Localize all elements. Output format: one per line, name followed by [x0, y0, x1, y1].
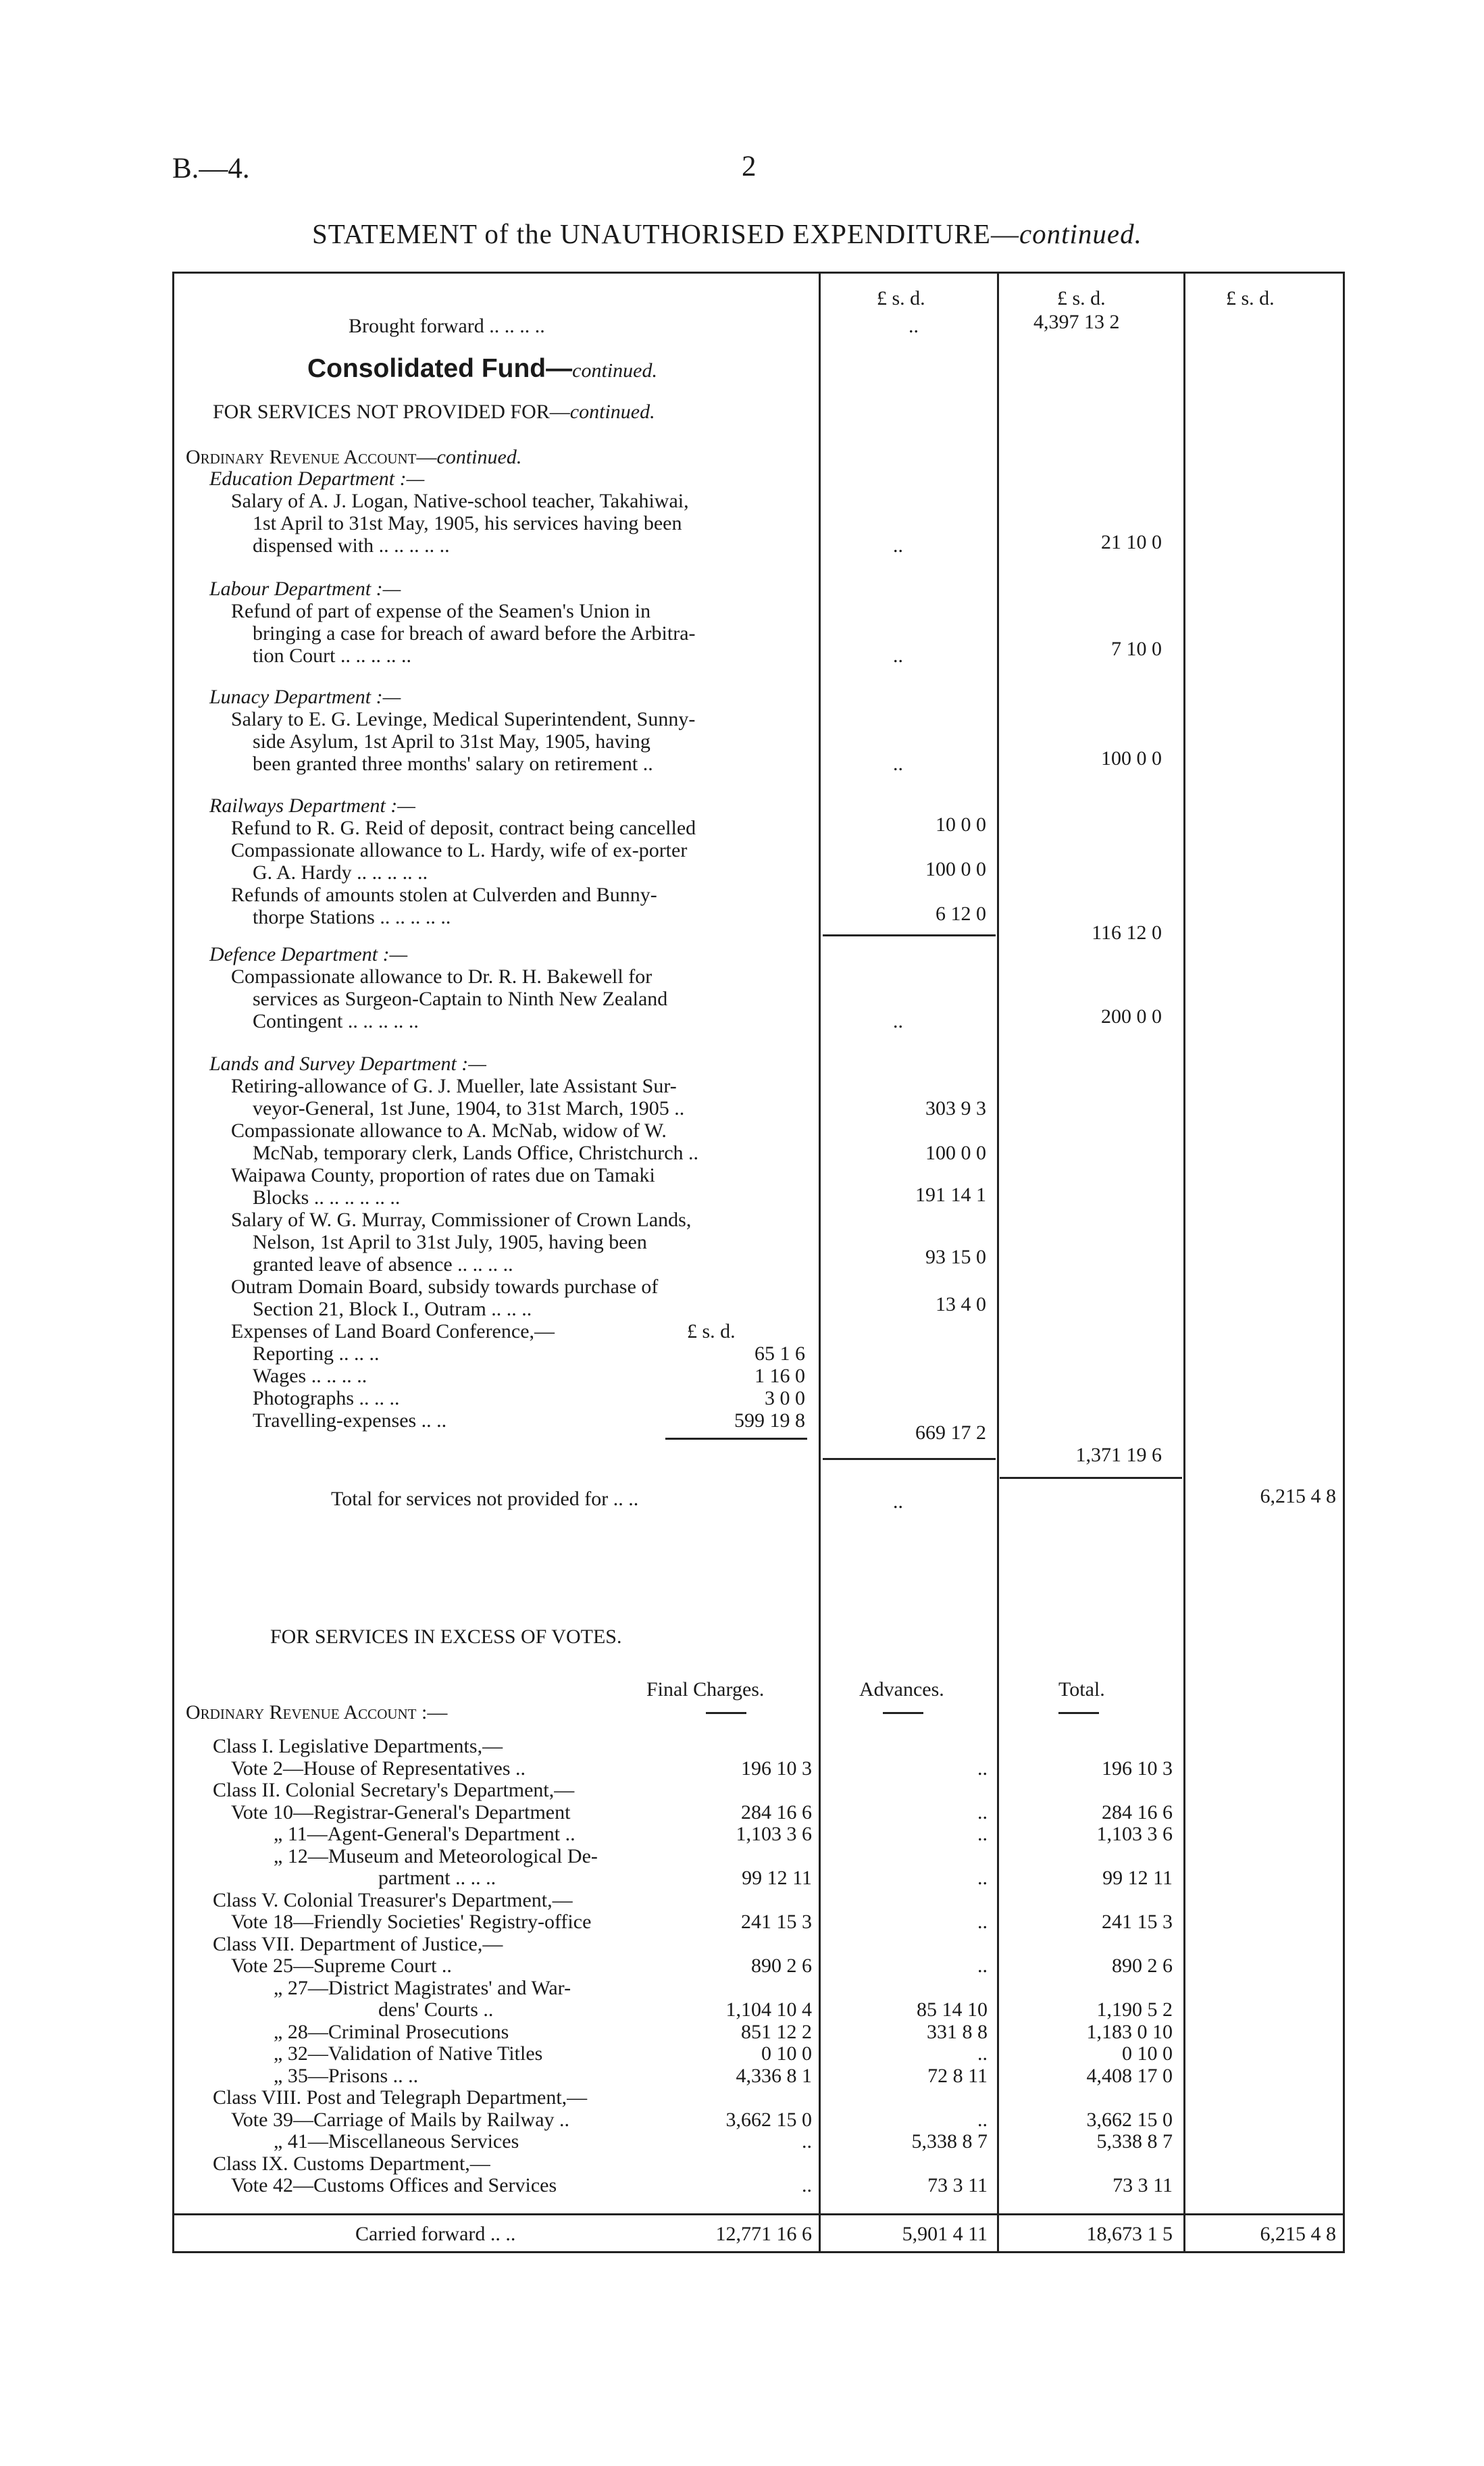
lands-line: McNab, temporary clerk, Lands Office, Christchurch .. — [253, 1142, 699, 1164]
excess-header-total: Total. — [1058, 1678, 1105, 1701]
excess-row-final: 0 10 0 — [761, 2042, 812, 2065]
railways-line: Compassionate allowance to L. Hardy, wife of ex-porter — [231, 839, 688, 861]
labour-line: tion Court .. .. .. .. .. — [253, 645, 412, 667]
excess-row-label: Vote 18—Friendly Societies' Registry-office — [231, 1911, 592, 1933]
table-bottom-rule — [172, 2251, 1345, 2253]
excess-row-label: Class V. Colonial Treasurer's Department,— — [213, 1889, 573, 1911]
excess-header-rule — [883, 1712, 923, 1714]
railways-line: Refunds of amounts stolen at Culverden and Bunny- — [231, 884, 657, 906]
ordinary-account-label — [186, 446, 521, 469]
labour-amount: 7 10 0 — [1111, 638, 1162, 660]
railways-dept: Railways Department :— — [209, 795, 415, 817]
lands-sub-value: 65 1 6 — [754, 1342, 805, 1365]
excess-row-advance: .. — [977, 2042, 988, 2065]
excess-row-label: „ 28—Criminal Prosecutions — [274, 2021, 509, 2043]
excess-row-advance: .. — [977, 1801, 988, 1823]
excess-row-advance: .. — [977, 1823, 988, 1845]
lands-sub-item: Travelling-expenses .. .. — [253, 1409, 447, 1432]
lunacy-line: side Asylum, 1st April to 31st May, 1905, having — [253, 730, 650, 753]
brought-forward-col2: 4,397 13 2 — [1033, 311, 1120, 333]
lands-sub-value: 1 16 0 — [754, 1365, 805, 1387]
excess-row-total: 1,190 5 2 — [1096, 1998, 1173, 2021]
fund-title-main: Consolidated Fund— — [307, 354, 573, 383]
railways-refund-reid: 10 0 0 — [936, 813, 986, 836]
education-line: dispensed with .. .. .. .. .. — [253, 534, 450, 557]
excess-header-rule — [1058, 1712, 1099, 1714]
total-not-provided-col1: .. — [893, 1490, 903, 1513]
brought-forward-col1: .. — [909, 315, 919, 337]
excess-row-label: „ 41—Miscellaneous Services — [274, 2130, 519, 2153]
lands-line: granted leave of absence .. .. .. .. — [253, 1253, 513, 1276]
lands-line: veyor-General, 1st June, 1904, to 31st March, 1905 .. — [253, 1097, 685, 1119]
carried-forward-col3: 6,215 4 8 — [1260, 2223, 1336, 2245]
col1-header: £ s. d. — [877, 287, 925, 309]
defence-line: Contingent .. .. .. .. .. — [253, 1010, 419, 1032]
lands-mcnab: 100 0 0 — [925, 1142, 986, 1164]
col3-header: £ s. d. — [1226, 287, 1275, 309]
total-not-provided-amount: 6,215 4 8 — [1260, 1485, 1336, 1507]
education-col1: .. — [893, 534, 903, 557]
carried-forward-label: Carried forward .. .. — [355, 2223, 516, 2245]
excess-account-label: Ordinary Revenue Account :— — [186, 1701, 448, 1723]
excess-row-final: 3,662 15 0 — [725, 2109, 812, 2131]
excess-row-total: 284 16 6 — [1102, 1801, 1173, 1823]
excess-row-label: „ 27—District Magistrates' and War- — [274, 1977, 571, 1999]
page-title — [312, 218, 1142, 250]
lands-sub-value: 3 0 0 — [765, 1387, 805, 1409]
col2-total-rule — [1000, 1477, 1182, 1479]
excess-row-label: Vote 2—House of Representatives .. — [231, 1757, 526, 1780]
lands-sub-item: Wages .. .. .. .. — [253, 1365, 367, 1387]
excess-row-final: 99 12 11 — [742, 1867, 812, 1889]
excess-row-total: 1,103 3 6 — [1096, 1823, 1173, 1845]
carried-forward-total: 18,673 1 5 — [1086, 2223, 1173, 2245]
excess-row-advance: 73 3 11 — [927, 2174, 988, 2196]
lands-dept: Lands and Survey Department :— — [209, 1053, 486, 1075]
lunacy-amount: 100 0 0 — [1101, 747, 1162, 770]
railways-line: G. A. Hardy .. .. .. .. .. — [253, 861, 428, 884]
excess-row-final: 196 10 3 — [741, 1757, 812, 1780]
carried-forward-rule — [172, 2213, 1345, 2215]
excess-row-label: Class VIII. Post and Telegraph Department,— — [213, 2086, 588, 2109]
defence-line: services as Surgeon-Captain to Ninth New Zealand — [253, 988, 668, 1010]
excess-title: FOR SERVICES IN EXCESS OF VOTES. — [270, 1626, 622, 1648]
lands-waipawa: 191 14 1 — [915, 1184, 986, 1206]
excess-row-final: 284 16 6 — [741, 1801, 812, 1823]
excess-row-final: 890 2 6 — [751, 1955, 812, 1977]
labour-line: Refund of part of expense of the Seamen's Union in — [231, 600, 651, 622]
report-code: B.—4. — [172, 153, 250, 184]
labour-dept: Labour Department :— — [209, 578, 401, 600]
education-line: 1st April to 31st May, 1905, his services having been — [253, 512, 682, 534]
excess-row-label: Class I. Legislative Departments,— — [213, 1735, 503, 1757]
lunacy-line: Salary to E. G. Levinge, Medical Superintendent, Sunny- — [231, 708, 696, 730]
lands-line: Nelson, 1st April to 31st July, 1905, having been — [253, 1231, 647, 1253]
excess-row-advance: .. — [977, 1911, 988, 1933]
excess-row-advance: 72 8 11 — [927, 2065, 988, 2087]
ordinary-account-main: Ordinary Revenue Account— — [186, 446, 437, 468]
excess-row-final: 851 12 2 — [741, 2021, 812, 2043]
lands-sub-item: Reporting .. .. .. — [253, 1342, 380, 1365]
excess-row-total: 196 10 3 — [1102, 1757, 1173, 1780]
carried-forward-advances: 5,901 4 11 — [902, 2223, 988, 2245]
railways-subtotal-rule — [823, 934, 996, 936]
carried-forward-final: 12,771 16 6 — [715, 2223, 812, 2245]
services-not-provided-title — [213, 401, 655, 424]
excess-row-label: Class II. Colonial Secretary's Department,— — [213, 1779, 575, 1801]
excess-header-rule — [706, 1712, 746, 1714]
table-left-rule — [172, 272, 174, 2253]
lands-line: Section 21, Block I., Outram .. .. .. — [253, 1298, 532, 1320]
excess-row-total: 99 12 11 — [1102, 1867, 1173, 1889]
lands-sub-rule — [665, 1438, 807, 1440]
page-title-main: STATEMENT of the UNAUTHORISED EXPENDITURE— — [312, 218, 1019, 249]
lands-outram: 13 4 0 — [936, 1293, 986, 1315]
excess-row-label: „ 35—Prisons .. .. — [274, 2065, 419, 2087]
col2-header: £ s. d. — [1057, 287, 1106, 309]
education-amount: 21 10 0 — [1101, 531, 1162, 553]
excess-row-final: 1,103 3 6 — [736, 1823, 812, 1845]
lunacy-dept: Lunacy Department :— — [209, 686, 401, 708]
excess-row-total: 4,408 17 0 — [1086, 2065, 1173, 2087]
lands-line: Expenses of Land Board Conference,— — [231, 1320, 555, 1342]
lands-mueller: 303 9 3 — [925, 1097, 986, 1119]
lands-sub-item: Photographs .. .. .. — [253, 1387, 400, 1409]
lands-line: Retiring-allowance of G. J. Mueller, late Assistant Sur- — [231, 1075, 677, 1097]
lands-line: Blocks .. .. .. .. .. .. — [253, 1186, 401, 1209]
railways-hardy: 100 0 0 — [925, 858, 986, 880]
total-not-provided-label: Total for services not provided for .. .. — [331, 1488, 639, 1510]
excess-row-advance: 5,338 8 7 — [911, 2130, 988, 2153]
excess-header-advances: Advances. — [859, 1678, 944, 1701]
excess-row-final: .. — [802, 2174, 812, 2196]
page-title-cont: continued. — [1019, 218, 1142, 249]
excess-row-label: partment .. .. .. — [378, 1867, 496, 1889]
labour-col1: .. — [893, 645, 903, 667]
excess-row-final: 1,104 10 4 — [725, 1998, 812, 2021]
lands-subtotal: 669 17 2 — [915, 1421, 986, 1444]
railways-line: thorpe Stations .. .. .. .. .. — [253, 906, 451, 928]
defence-amount: 200 0 0 — [1101, 1005, 1162, 1028]
excess-row-final: 4,336 8 1 — [736, 2065, 812, 2087]
excess-row-advance: 331 8 8 — [927, 2021, 988, 2043]
services-not-provided-main: FOR SERVICES NOT PROVIDED FOR— — [213, 401, 570, 423]
excess-row-total: 241 15 3 — [1102, 1911, 1173, 1933]
excess-row-label: Class IX. Customs Department,— — [213, 2153, 490, 2175]
excess-row-advance: .. — [977, 1867, 988, 1889]
excess-row-advance: .. — [977, 1757, 988, 1780]
lands-line: Compassionate allowance to A. McNab, widow of W. — [231, 1119, 667, 1142]
excess-row-advance: 85 14 10 — [917, 1998, 988, 2021]
excess-row-final: .. — [802, 2130, 812, 2153]
col-divider-1 — [819, 272, 821, 2253]
lands-line: Waipawa County, proportion of rates due on Tamaki — [231, 1164, 655, 1186]
col-divider-2 — [997, 272, 999, 2253]
excess-row-total: 0 10 0 — [1122, 2042, 1173, 2065]
lands-sub-header: £ s. d. — [687, 1320, 736, 1342]
excess-row-total: 1,183 0 10 — [1086, 2021, 1173, 2043]
labour-line: bringing a case for breach of award before the Arbitra- — [253, 622, 696, 645]
lands-col1-rule — [823, 1458, 996, 1460]
excess-row-label: Vote 10—Registrar-General's Department — [231, 1801, 571, 1823]
table-top-rule — [172, 272, 1345, 274]
excess-row-advance: .. — [977, 2109, 988, 2131]
excess-row-label: „ 12—Museum and Meteorological De- — [274, 1845, 598, 1867]
education-line: Salary of A. J. Logan, Native-school teacher, Takahiwai, — [231, 490, 689, 512]
excess-row-label: Vote 25—Supreme Court .. — [231, 1955, 452, 1977]
brought-forward-label: Brought forward .. .. .. .. — [349, 315, 545, 337]
lands-line: Outram Domain Board, subsidy towards purchase of — [231, 1276, 659, 1298]
fund-title — [307, 354, 657, 384]
excess-row-label: Class VII. Department of Justice,— — [213, 1933, 503, 1955]
excess-row-label: „ 32—Validation of Native Titles — [274, 2042, 543, 2065]
excess-row-label: Vote 42—Customs Offices and Services — [231, 2174, 557, 2196]
lands-line: Salary of W. G. Murray, Commissioner of Crown Lands, — [231, 1209, 692, 1231]
excess-header-final: Final Charges. — [646, 1678, 765, 1701]
lands-total: 1,371 19 6 — [1075, 1444, 1162, 1466]
excess-row-total: 3,662 15 0 — [1086, 2109, 1173, 2131]
defence-line: Compassionate allowance to Dr. R. H. Bakewell for — [231, 965, 653, 988]
defence-dept: Defence Department :— — [209, 943, 408, 965]
page-number: 2 — [742, 151, 757, 182]
education-dept: Education Department :— — [209, 468, 425, 490]
excess-row-final: 241 15 3 — [741, 1911, 812, 1933]
excess-row-label: „ 11—Agent-General's Department .. — [274, 1823, 575, 1845]
excess-row-total: 890 2 6 — [1112, 1955, 1173, 1977]
railways-line: Refund to R. G. Reid of deposit, contract being cancelled — [231, 817, 696, 839]
railways-stolen: 6 12 0 — [936, 903, 986, 925]
lunacy-line: been granted three months' salary on retirement .. — [253, 753, 653, 775]
lands-sub-value: 599 19 8 — [734, 1409, 805, 1432]
excess-row-label: Vote 39—Carriage of Mails by Railway .. — [231, 2109, 570, 2131]
excess-row-label: dens' Courts .. — [378, 1998, 494, 2021]
railways-total: 116 12 0 — [1092, 922, 1162, 944]
defence-col1: .. — [893, 1010, 903, 1032]
fund-title-cont: continued. — [572, 359, 657, 382]
table-right-rule — [1343, 272, 1345, 2253]
excess-row-advance: .. — [977, 1955, 988, 1977]
lunacy-col1: .. — [893, 753, 903, 775]
col-divider-3 — [1183, 272, 1185, 2253]
excess-row-total: 5,338 8 7 — [1096, 2130, 1173, 2153]
lands-murray: 93 15 0 — [925, 1246, 986, 1268]
ordinary-account-cont: continued. — [436, 446, 522, 468]
services-not-provided-cont: continued. — [569, 401, 655, 423]
excess-row-total: 73 3 11 — [1112, 2174, 1173, 2196]
